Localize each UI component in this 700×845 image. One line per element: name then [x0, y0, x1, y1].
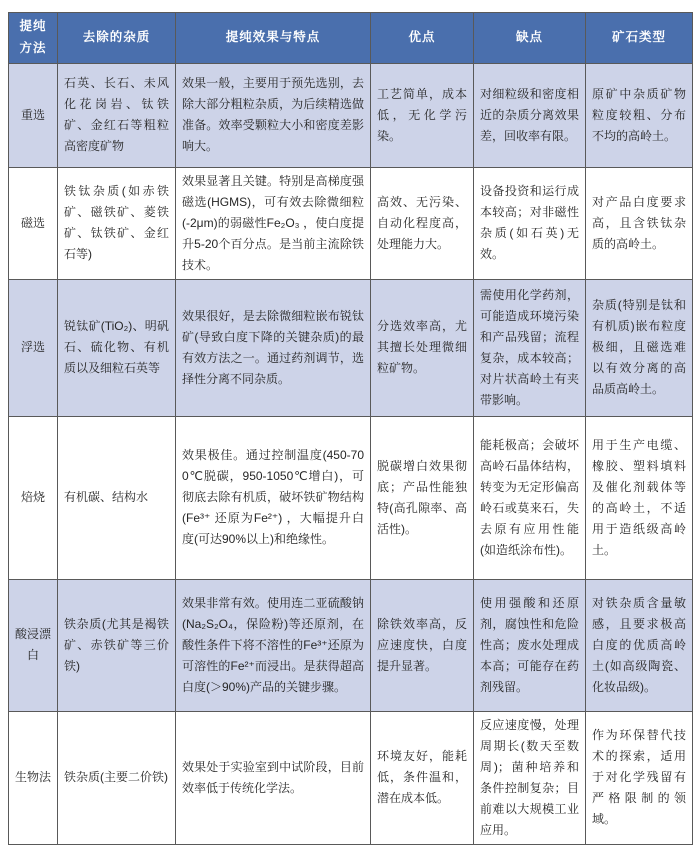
method-cell: 磁选 — [9, 167, 58, 279]
table-row-roasting — [9, 416, 693, 579]
impurities-cell: 石英、长石、未风化花岗岩、钛铁矿、金红石等粗粒高密度矿物 — [58, 63, 176, 167]
cons-cell: 能耗极高；会破坏高岭石晶体结构，转变为无定形偏高岭石或莫来石，失去原有应用性能(如造纸涂布性)。 — [474, 416, 586, 579]
ore-type-cell: 用于生产电缆、橡胶、塑料填料及催化剂载体等的高岭土，不适用于造纸级高岭土。 — [586, 416, 693, 579]
cons-cell: 需使用化学药剂，可能造成环境污染和产品残留；流程复杂，成本较高；对片状高岭土有夹带影响。 — [474, 279, 586, 416]
purification-methods-table — [8, 12, 693, 845]
effect-cell: 效果一般，主要用于预先选别，去除大部分粗粒杂质，为后续精选做准备。效率受颗粒大小和密度差影响大。 — [176, 63, 371, 167]
pros-cell: 分选效率高，尤其擅长处理微细粒矿物。 — [371, 279, 474, 416]
method-cell: 生物法 — [9, 711, 58, 844]
impurities-cell: 铁杂质(尤其是褐铁矿、赤铁矿等三价铁) — [58, 579, 176, 711]
header-pros: 优点 — [371, 13, 474, 64]
cons-cell: 使用强酸和还原剂，腐蚀性和危险性高；废水处理成本高；可能存在药剂残留。 — [474, 579, 586, 711]
table-row-magnetic-separation — [9, 167, 693, 279]
impurities-cell: 有机碳、结构水 — [58, 416, 176, 579]
method-cell: 酸浸漂白 — [9, 579, 58, 711]
effect-cell: 效果很好，是去除微细粒嵌布锐钛矿(导致白度下降的关键杂质)的最有效方法之一。通过药剂调节，选择性分离不同杂质。 — [176, 279, 371, 416]
cons-cell: 设备投资和运行成本较高；对非磁性杂质(如石英)无效。 — [474, 167, 586, 279]
effect-cell: 效果极佳。通过控制温度(450-700℃脱碳，950-1050℃增白)，可彻底去除有机质，破坏铁矿物结构(Fe³⁺ 还原为Fe²⁺) ，大幅提升白度(可达90%以上)和绝缘性。 — [176, 416, 371, 579]
impurities-cell: 铁杂质(主要二价铁) — [58, 711, 176, 844]
pros-cell: 工艺简单，成本低，无化学污染。 — [371, 63, 474, 167]
cons-cell: 反应速度慢，处理周期长(数天至数周)；菌种培养和条件控制复杂；目前难以大规模工业应用。 — [474, 711, 586, 844]
cons-cell: 对细粒级和密度相近的杂质分离效果差，回收率有限。 — [474, 63, 586, 167]
pros-cell: 脱碳增白效果彻底；产品性能独特(高孔隙率、高活性)。 — [371, 416, 474, 579]
ore-type-cell: 对产品白度要求高，且含铁钛杂质的高岭土。 — [586, 167, 693, 279]
effect-cell: 效果处于实验室到中试阶段，目前效率低于传统化学法。 — [176, 711, 371, 844]
header-method: 提纯方法 — [9, 13, 58, 64]
table-header-row — [9, 13, 693, 64]
table-row-acid-leach-bleaching — [9, 579, 693, 711]
header-ore-type: 矿石类型 — [586, 13, 693, 64]
ore-type-cell: 原矿中杂质矿物粒度较粗、分布不均的高岭土。 — [586, 63, 693, 167]
method-cell: 焙烧 — [9, 416, 58, 579]
effect-cell: 效果显著且关键。特别是高梯度强磁选(HGMS)，可有效去除微细粒(-2μm)的弱磁性Fe₂O₃ ，使白度提升5-20个百分点。是当前主流除铁技术。 — [176, 167, 371, 279]
impurities-cell: 铁钛杂质(如赤铁矿、磁铁矿、菱铁矿、钛铁矿、金红石等) — [58, 167, 176, 279]
method-cell: 重选 — [9, 63, 58, 167]
effect-cell: 效果非常有效。使用连二亚硫酸钠(Na₂S₂O₄，保险粉)等还原剂，在酸性条件下将不溶性的Fe³⁺还原为可溶性的Fe²⁺而浸出。是获得超高白度(＞90%)产品的关键步骤。 — [176, 579, 371, 711]
header-cons: 缺点 — [474, 13, 586, 64]
header-impurities: 去除的杂质 — [58, 13, 176, 64]
ore-type-cell: 杂质(特别是钛和有机质)嵌布粒度极细，且磁选难以有效分离的高品质高岭土。 — [586, 279, 693, 416]
pros-cell: 除铁效率高，反应速度快，白度提升显著。 — [371, 579, 474, 711]
table-row-flotation — [9, 279, 693, 416]
pros-cell: 高效、无污染、自动化程度高，处理能力大。 — [371, 167, 474, 279]
table-row-biological-method — [9, 711, 693, 844]
method-cell: 浮选 — [9, 279, 58, 416]
ore-type-cell: 对铁杂质含量敏感，且要求极高白度的优质高岭土(如高级陶瓷、化妆品级)。 — [586, 579, 693, 711]
table-row-gravity-separation — [9, 63, 693, 167]
pros-cell: 环境友好，能耗低，条件温和，潜在成本低。 — [371, 711, 474, 844]
impurities-cell: 锐钛矿(TiO₂)、明矾石、硫化物、有机质以及细粒石英等 — [58, 279, 176, 416]
ore-type-cell: 作为环保替代技术的探索，适用于对化学残留有严格限制的领域。 — [586, 711, 693, 844]
header-effect: 提纯效果与特点 — [176, 13, 371, 64]
